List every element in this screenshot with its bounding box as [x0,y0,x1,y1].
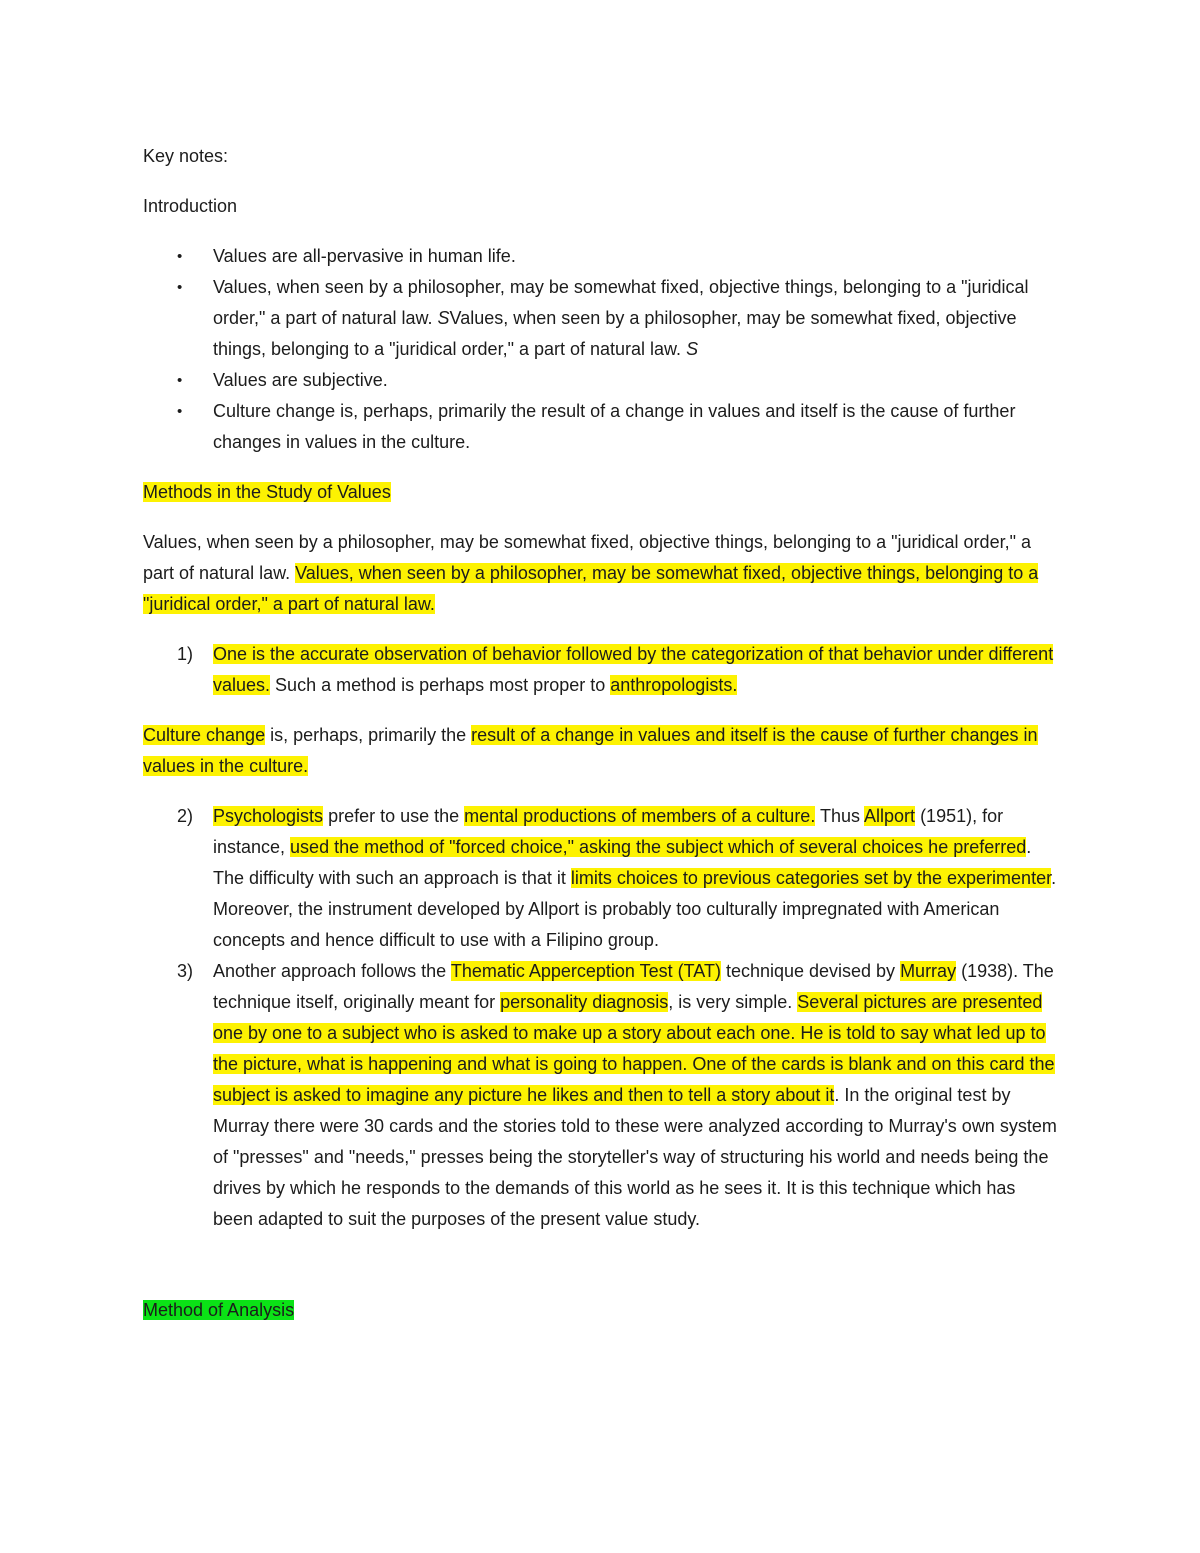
highlighted-text-run: Murray [900,961,957,981]
methods-two-three-list [143,801,1057,1235]
text-run: technique devised by [720,961,901,981]
text-run: (1938). The technique itself, originally meant for [213,961,1054,1012]
text-run: is, perhaps, primarily the [265,725,472,745]
list-item-text [213,246,516,266]
introduction-heading [143,191,1057,222]
text-run: S [437,308,450,328]
text-run: Key notes: [143,146,229,166]
highlighted-text-run: Values, when seen by a philosopher, may be somewhat fixed, objective things, belonging to a "juridical order," a part of natural law. [143,563,1039,614]
highlighted-text-run: Psychologists [213,806,324,826]
bullet-list-item [143,241,1057,272]
bullet-list-item [143,272,1057,365]
key-notes-heading [143,141,1057,172]
list-item-text [213,370,388,390]
culture-change-paragraph [143,720,1057,782]
highlighted-text-run: limits choices to previous categories set by the experimenter [570,868,1052,888]
highlighted-text-run: One is the accurate observation of behavior followed by the categorization of that behavior under different values. [213,644,1054,695]
text-run: S [686,339,699,359]
highlighted-text-run: anthropologists. [610,675,738,695]
text-run: Values are all-pervasive in human life. [213,246,516,266]
text-run: . The difficulty with such an approach is that it [213,837,1032,888]
highlighted-text-run: Method of Analysis [143,1300,295,1320]
method-one-list [143,639,1057,701]
highlighted-text-run: Culture change [143,725,266,745]
text-run: . In the original test by Murray there were 30 cards and the stories told to these were analyzed according to Murray's own system of "presses" and "needs," presses being the storyteller's way of structuring his world and needs being the drives by which he responds to the demands of this world as he sees it. It is this technique which has been adapted to suit the purposes of the present value study. [213,1085,1057,1229]
bullet-marker: • [177,403,183,420]
methods-heading [143,477,1057,508]
bullet-marker: • [177,279,183,296]
text-run: Such a method is perhaps most proper to [270,675,611,695]
text-run: (1951), for instance, [213,806,1004,857]
bullet-marker: • [177,372,183,389]
list-number: 1) [177,644,194,664]
bullet-marker: • [177,248,183,265]
list-item-text [213,401,1015,452]
methods-intro-paragraph [143,527,1057,620]
text-run: prefer to use the [323,806,465,826]
text-run: , is very simple. [668,992,798,1012]
text-run: Another approach follows the [213,961,451,981]
text-run: . Moreover, the instrument developed by Allport is probably too culturally impregnated with American concepts and hence difficult to use with a Filipino group. [213,868,1057,950]
list-item-text [213,644,1053,695]
numbered-list-item [143,801,1057,956]
highlighted-text-run: result of a change in values and itself is the cause of further changes in values in the culture. [143,725,1038,776]
highlighted-text-run: Several pictures are presented one by one to a subject who is asked to make up a story about each one. He is told to say what led up to the picture, what is happening and what is going to happen. One of the cards is blank and on this card the subject is asked to imagine any picture he likes and then to tell a story about it [213,992,1055,1105]
method-of-analysis-heading [143,1295,1057,1326]
highlighted-text-run: mental productions of members of a culture. [464,806,816,826]
list-number: 2) [177,806,194,826]
list-item-text [213,806,1056,950]
text-run: Thus [815,806,865,826]
highlighted-text-run: Thematic Apperception Test (TAT) [450,961,721,981]
text-run: Culture change is, perhaps, primarily the result of a change in values and itself is the cause of further changes in values in the culture. [213,401,1016,452]
numbered-list-item [143,956,1057,1235]
text-run: Values, when seen by a philosopher, may be somewhat fixed, objective things, belonging to a "juridical order," a part of natural law. [213,277,1029,328]
highlighted-text-run: Allport [864,806,916,826]
text-run: Values are subjective. [213,370,388,390]
document-body [143,141,1057,1326]
numbered-list-item [143,639,1057,701]
bullet-list-item [143,396,1057,458]
highlighted-text-run: Methods in the Study of Values [143,482,391,502]
highlighted-text-run: personality diagnosis [500,992,669,1012]
highlighted-text-run: used the method of "forced choice," asking the subject which of several choices he preferred [290,837,1027,857]
text-run: Introduction [143,196,238,216]
list-item-text [213,961,1057,1229]
list-number: 3) [177,961,194,981]
bullet-list-item [143,365,1057,396]
text-run: Values, when seen by a philosopher, may be somewhat fixed, objective things, belonging to a "juridical order," a part of natural law. [213,308,1017,359]
text-run: Values, when seen by a philosopher, may be somewhat fixed, objective things, belonging to a "juridical order," a part of natural law. [143,532,1031,583]
list-item-text [213,277,1029,359]
introduction-bullet-list [143,241,1057,458]
